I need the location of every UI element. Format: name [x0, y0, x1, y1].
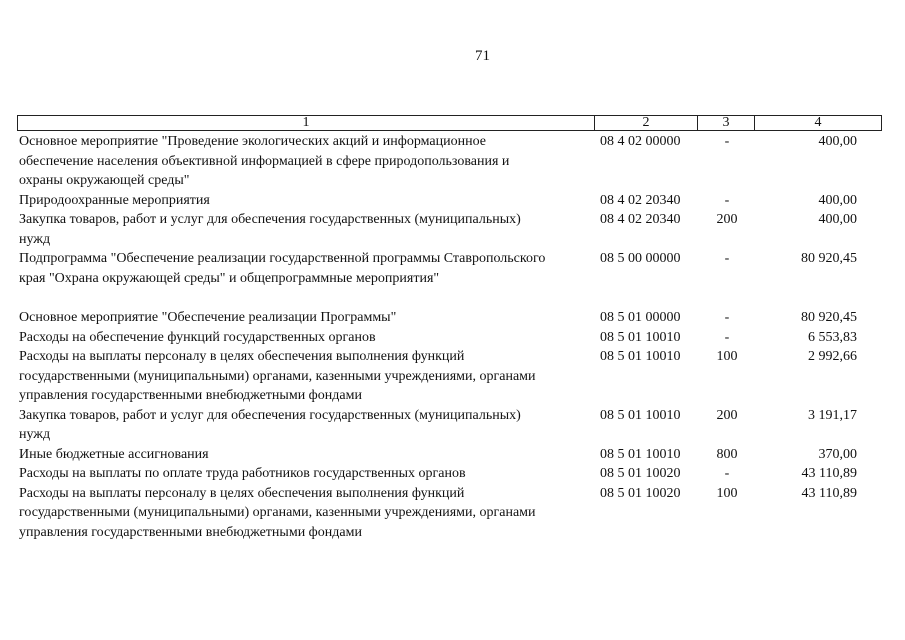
row-type: -	[724, 134, 730, 149]
row-code: 08 5 01 10010	[600, 349, 681, 364]
row-code: 08 5 01 10010	[600, 329, 681, 345]
row-amount: 80 920,45	[801, 251, 857, 266]
row-type: 800	[716, 446, 738, 462]
header-col-1: 1	[18, 116, 595, 130]
row-amount: 400,00	[818, 134, 857, 149]
row-type: -	[724, 329, 730, 345]
row-name: Основное мероприятие "Проведение экологических акций и информационное обеспечение населения объективной информацией в сфере природопользования и охраны окружающей среды"	[19, 134, 510, 188]
table-row	[17, 406, 882, 445]
table-body	[17, 132, 882, 542]
table-row	[17, 191, 882, 211]
header-col-2: 2	[595, 116, 698, 130]
row-name: Подпрограмма "Обеспечение реализации государственной программы Ставропольского края "Охрана окружающей среды" и общепрограммные мероприятия"	[19, 251, 546, 286]
row-name: Закупка товаров, работ и услуг для обеспечения государственных (муниципальных) нужд	[19, 407, 521, 442]
row-name: Иные бюджетные ассигнования	[19, 446, 209, 462]
row-amount: 43 110,89	[801, 466, 857, 481]
row-amount: 400,00	[818, 212, 857, 227]
row-name: Расходы на обеспечение функций государственных органов	[19, 329, 376, 345]
row-type: -	[724, 251, 730, 266]
row-code: 08 4 02 20340	[600, 192, 681, 208]
row-amount: 2 992,66	[808, 349, 857, 364]
row-name: Расходы на выплаты персоналу в целях обеспечения выполнения функций государственными (муниципальными) органами, казенными учреждениями, органами управления государственными внебюджетными фондами	[19, 349, 536, 403]
row-code: 08 4 02 20340	[600, 212, 681, 227]
row-type: -	[724, 192, 730, 208]
row-type: 100	[716, 485, 738, 501]
table-row	[17, 249, 882, 288]
row-amount: 3 191,17	[808, 407, 857, 423]
table-row	[17, 445, 882, 465]
row-code: 08 4 02 00000	[600, 134, 681, 149]
table-row	[17, 347, 882, 406]
row-code: 08 5 01 10010	[600, 407, 681, 423]
row-code: 08 5 01 10010	[600, 446, 681, 462]
row-amount: 43 110,89	[801, 485, 857, 501]
row-name: Расходы на выплаты по оплате труда работников государственных органов	[19, 466, 466, 481]
page-number: 71	[475, 48, 490, 64]
row-name: Расходы на выплаты персоналу в целях обеспечения выполнения функций государственными (муниципальными) органами, казенными учреждениями, органами управления государственными внебюджетными фондами	[19, 485, 536, 540]
table-header-row	[17, 115, 882, 131]
row-name: Основное мероприятие "Обеспечение реализации Программы"	[19, 310, 397, 325]
table-row	[17, 132, 882, 191]
row-type: 100	[716, 349, 738, 364]
table-row	[17, 308, 882, 328]
header-col-4: 4	[814, 115, 822, 130]
row-code: 08 5 01 10020	[600, 466, 681, 481]
table-row	[17, 484, 882, 543]
row-code: 08 5 01 00000	[600, 310, 681, 325]
row-name: Закупка товаров, работ и услуг для обеспечения государственных (муниципальных) нужд	[19, 212, 521, 247]
row-code: 08 5 00 00000	[600, 251, 681, 266]
row-code: 08 5 01 10020	[600, 485, 681, 501]
row-type: 200	[716, 212, 738, 227]
row-amount: 6 553,83	[808, 329, 857, 345]
header-col-3: 3	[698, 116, 755, 130]
row-amount: 370,00	[818, 446, 857, 462]
row-type: 200	[716, 407, 738, 423]
table-row	[17, 210, 882, 249]
row-amount: 400,00	[818, 192, 857, 208]
row-type: -	[724, 310, 730, 325]
table-row	[17, 328, 882, 348]
table-row	[17, 464, 882, 484]
row-name: Природоохранные мероприятия	[19, 192, 210, 208]
row-amount: 80 920,45	[801, 310, 857, 325]
row-type: -	[724, 466, 730, 481]
